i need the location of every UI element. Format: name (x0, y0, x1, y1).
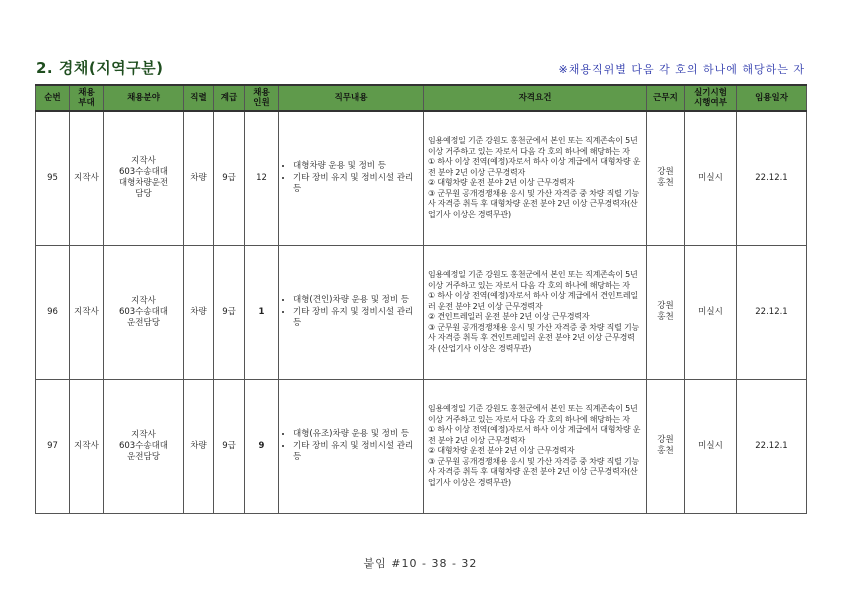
count-cell: 1 (245, 245, 279, 379)
series-cell: 차량 (184, 245, 214, 379)
field-cell: 지작사 603수송대대 운전담당 (104, 245, 184, 379)
requirements-cell (424, 245, 647, 379)
grade-cell: 9급 (214, 111, 245, 245)
recruitment-table (35, 84, 807, 514)
requirement-line: ② 대형차량 운전 분야 2년 이상 근무경력자 (428, 178, 575, 188)
appointment-date-cell: 22.12.1 (737, 245, 807, 379)
duties-cell (279, 111, 424, 245)
duties-cell (279, 379, 424, 513)
column-header: 근무지 (647, 85, 685, 111)
unit-cell: 지작사 (70, 111, 104, 245)
requirement-line: ③ 군무원 공개경쟁채용 응시 및 가산 자격증 중 차량 직렬 기능사 자격증 취득 후 대형차량 운전 분야 2년 이상 근무경력자(산업기사 이상은 경력무관) (428, 456, 640, 487)
series-cell: 차량 (184, 379, 214, 513)
section-note: ※채용직위별 다음 각 호의 하나에 해당하는 자 (558, 63, 805, 76)
count-cell: 12 (245, 111, 279, 245)
table-row (36, 379, 807, 513)
column-header: 채용분야 (104, 85, 184, 111)
grade-cell: 9급 (214, 379, 245, 513)
count-cell: 9 (245, 379, 279, 513)
duty-item: • 대형(견인)차량 운용 및 정비 등 (293, 295, 421, 306)
column-header: 자격요건 (424, 85, 647, 111)
duty-item: • 기타 장비 유지 및 정비시설 관리 등 (293, 441, 421, 463)
duties-cell (279, 245, 424, 379)
column-header: 직무내용 (279, 85, 424, 111)
unit-cell: 지작사 (70, 245, 104, 379)
requirement-line: 임용예정일 기준 강원도 홍천군에서 본인 또는 직계존속이 5년 이상 거주하고 있는 자로서 다음 각 호의 하나에 해당하는 자 (428, 136, 638, 156)
appointment-date-cell: 22.12.1 (737, 111, 807, 245)
field-cell: 지작사 603수송대대 대형차량운전 담당 (104, 111, 184, 245)
location-cell: 강원 홍천 (647, 379, 685, 513)
row-number-cell: 95 (36, 111, 70, 245)
requirement-line: ① 하사 이상 전역(예정)자로서 하사 이상 계급에서 대형차량 운전 분야 2년 이상 근무경력자 (428, 157, 641, 177)
location-cell: 강원 홍천 (647, 111, 685, 245)
practical-exam-cell: 미실시 (685, 111, 737, 245)
row-number-cell: 96 (36, 245, 70, 379)
field-cell: 지작사 603수송대대 운전담당 (104, 379, 184, 513)
requirement-line: ② 견인트레일러 운전 분야 2년 이상 근무경력자 (428, 312, 590, 321)
table-row (36, 245, 807, 379)
duty-item: • 기타 장비 유지 및 정비시설 관리 등 (293, 173, 421, 195)
column-header: 채용 부대 (70, 85, 104, 111)
column-header: 채용 인원 (245, 85, 279, 111)
requirement-line: ① 하사 이상 전역(예정)자로서 하사 이상 계급에서 대형차량 운전 분야 2년 이상 근무경력자 (428, 425, 641, 445)
column-header: 실기시험 시행여부 (685, 85, 737, 111)
duty-item: • 대형차량 운용 및 정비 등 (293, 161, 421, 172)
requirement-line: ① 하사 이상 전역(예정)자로서 하사 이상 계급에서 견인트레일러 운전 분야 2년 이상 근무경력자 (428, 291, 638, 311)
practical-exam-cell: 미실시 (685, 379, 737, 513)
requirements-cell (424, 111, 647, 245)
table-header-row (36, 85, 807, 111)
practical-exam-cell: 미실시 (685, 245, 737, 379)
requirement-line: 임용예정일 기준 강원도 홍천군에서 본인 또는 직계존속이 5년 이상 거주하고 있는 자로서 다음 각 호의 하나에 해당하는 자 (428, 270, 638, 290)
row-number-cell: 97 (36, 379, 70, 513)
unit-cell: 지작사 (70, 379, 104, 513)
duty-item: • 기타 장비 유지 및 정비시설 관리 등 (293, 307, 421, 329)
section-title: 2. 경채(지역구분) (36, 59, 164, 77)
requirement-line: ③ 군무원 공개경쟁채용 응시 및 가산 자격증 중 차량 직렬 기능사 자격증 취득 후 대형차량 운전 분야 2년 이상 근무경력자(산업기사 이상은 경력무관) (428, 188, 640, 219)
column-header: 계급 (214, 85, 245, 111)
column-header: 직렬 (184, 85, 214, 111)
requirements-cell (424, 379, 647, 513)
location-cell: 강원 홍천 (647, 245, 685, 379)
table-row (36, 111, 807, 245)
requirement-line: 임용예정일 기준 강원도 홍천군에서 본인 또는 직계존속이 5년 이상 거주하고 있는 자로서 다음 각 호의 하나에 해당하는 자 (428, 404, 638, 424)
column-header: 임용일자 (737, 85, 807, 111)
grade-cell: 9급 (214, 245, 245, 379)
appointment-date-cell: 22.12.1 (737, 379, 807, 513)
duty-item: • 대형(유조)차량 운용 및 정비 등 (293, 429, 421, 440)
series-cell: 차량 (184, 111, 214, 245)
page-footer: 붙임 #10 - 38 - 32 (363, 557, 478, 570)
requirement-line: ② 대형차량 운전 분야 2년 이상 근무경력자 (428, 446, 575, 455)
requirement-line: ③ 군무원 공개경쟁채용 응시 및 가산 자격증 중 차량 직렬 기능사 자격증 취득 후 견인트레일러 운전 분야 2년 이상 근무경력자 (산업기사 이상은 경력무관) (428, 322, 640, 353)
column-header: 순번 (36, 85, 70, 111)
